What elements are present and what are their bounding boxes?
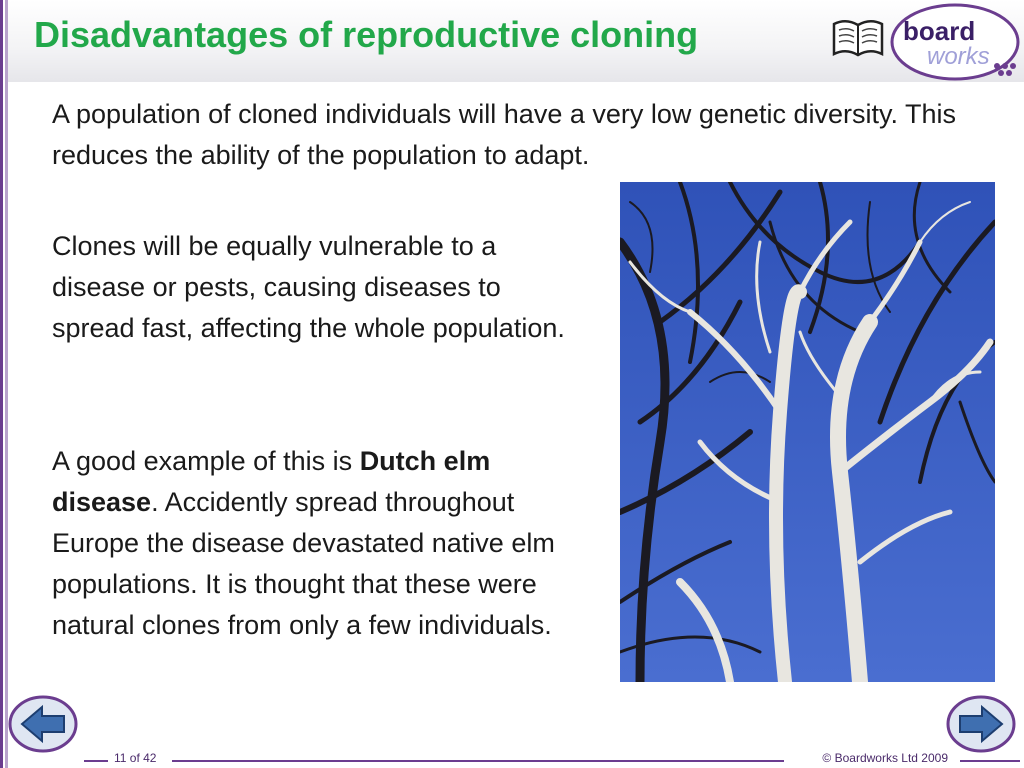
dutch-elm-term: Dutch elm disease [52, 446, 491, 517]
footer-rule-middle [172, 760, 784, 762]
dutch-elm-prefix: A good example of this is [52, 446, 360, 476]
next-slide-button[interactable] [946, 695, 1016, 753]
paragraph-vulnerability: Clones will be equally vulnerable to a disease or pests, causing diseases to spread fast, affecting the whole population. [52, 231, 565, 343]
boardworks-logo [889, 2, 1021, 82]
logo-works-text: works [927, 43, 990, 70]
dutch-elm-suffix: . Accidently spread throughout Europe the disease devastated native elm populations. It is thought that these were natural clones from only a few individuals. [52, 487, 555, 640]
footer-rule-right [960, 760, 1020, 762]
paragraph-dutch-elm [52, 441, 592, 646]
slide-title: Disadvantages of reproductive cloning [34, 14, 699, 55]
copyright-notice: © Boardworks Ltd 2009 [818, 751, 952, 765]
book-icon[interactable] [830, 16, 886, 60]
previous-slide-button[interactable] [8, 695, 78, 753]
logo-board-text: board [903, 16, 976, 46]
slide-counter: 11 of 42 [110, 751, 160, 765]
footer-rule-left [84, 760, 108, 762]
paragraph-genetic-diversity: A population of cloned individuals will have a very low genetic diversity. This reduces the ability of the population to adapt. [52, 99, 956, 170]
left-frame-border [0, 0, 8, 768]
elm-tree-photo [620, 182, 995, 682]
